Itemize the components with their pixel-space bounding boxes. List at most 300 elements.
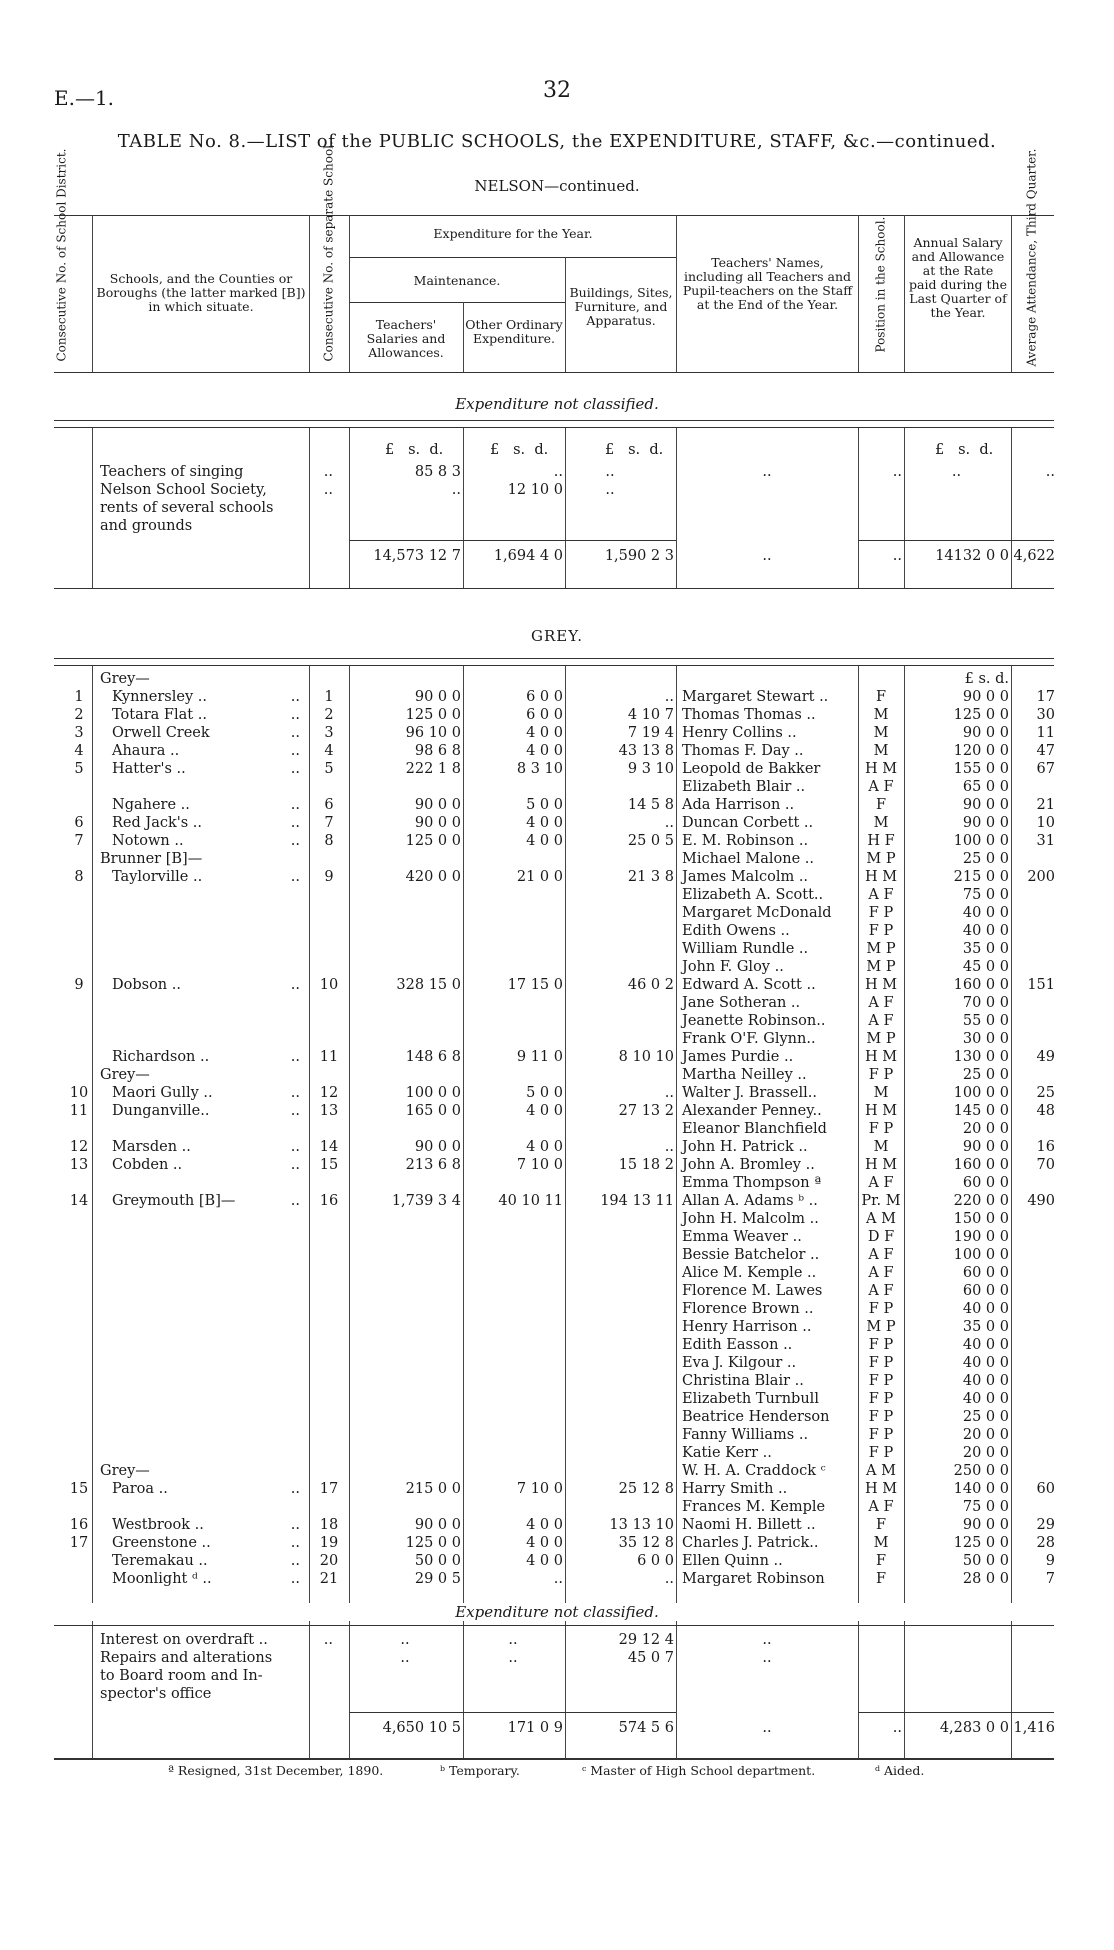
teacher-name: .. <box>762 1650 772 1666</box>
annual-salary: 40 0 0 <box>962 1373 1009 1389</box>
annual-salary: 20 0 0 <box>962 1121 1009 1137</box>
annual-salary: 120 0 0 <box>953 743 1009 759</box>
district-number: 15 <box>69 1481 89 1497</box>
school-number: 19 <box>319 1535 339 1551</box>
annual-salary: 220 0 0 <box>953 1193 1009 1209</box>
dots: .. <box>290 1193 300 1209</box>
buildings-value: .. <box>664 689 674 705</box>
school-name: Maori Gully .. <box>112 1085 213 1101</box>
grey-table-row <box>0 779 1114 796</box>
grey-table-row <box>0 1445 1114 1462</box>
grey-not-classified-label: Expenditure not classified. <box>0 1603 1114 1621</box>
district-number: 16 <box>69 1517 89 1533</box>
teacher-name: Emma Weaver .. <box>682 1229 802 1245</box>
item-name: to Board room and In- <box>100 1668 263 1684</box>
attendance: .. <box>1045 464 1055 480</box>
grey-table-row <box>0 905 1114 922</box>
annual-salary: 60 0 0 <box>962 1283 1009 1299</box>
district-number: 2 <box>74 707 84 723</box>
school-name: Ngahere .. <box>112 797 190 813</box>
grey-table-row <box>0 1049 1114 1066</box>
attendance: 200 <box>1027 869 1055 885</box>
annual-salary: 60 0 0 <box>962 1265 1009 1281</box>
school-name: Dobson .. <box>112 977 181 993</box>
attendance: 490 <box>1027 1193 1055 1209</box>
dots: .. <box>290 797 300 813</box>
col-position-header: Position in the School. <box>873 216 888 353</box>
annual-salary: 20 0 0 <box>962 1445 1009 1461</box>
grey-table-row <box>0 1355 1114 1372</box>
grey-table-row <box>0 1337 1114 1354</box>
grey-table-row <box>0 1499 1114 1516</box>
dots: .. <box>290 1049 300 1065</box>
buildings-value: 4 10 7 <box>627 707 674 723</box>
teacher-name: John A. Bromley .. <box>682 1157 815 1173</box>
teacher-name: Alice M. Kemple .. <box>682 1265 817 1281</box>
dots: .. <box>290 815 300 831</box>
dots: .. <box>290 1571 300 1587</box>
annual-salary: 35 0 0 <box>962 941 1009 957</box>
buildings-value: 9 3 10 <box>627 761 674 777</box>
annual-salary: 45 0 0 <box>962 959 1009 975</box>
other-expenditure-value: 4 0 0 <box>526 1553 563 1569</box>
grey-table-row <box>0 1139 1114 1156</box>
position: A F <box>868 1013 894 1029</box>
teacher-name: Florence M. Lawes <box>682 1283 823 1299</box>
other-expenditure-value: .. <box>553 1571 563 1587</box>
teacher-name: Frances M. Kemple <box>682 1499 826 1515</box>
grey-unclassified-row <box>0 1668 1114 1685</box>
position: M <box>873 1139 889 1155</box>
buildings-value: 14 5 8 <box>627 797 674 813</box>
currency-header: £ s. d. <box>605 442 664 458</box>
col-school-no-header: Consecutive No. of separate School. <box>321 141 336 362</box>
school-number: 20 <box>319 1553 339 1569</box>
grey-table-row <box>0 995 1114 1012</box>
grey-totals-row: 4,650 10 5 171 0 9 574 5 6 .. .. 4,283 0 0 1,416 <box>382 1720 1055 1736</box>
position: F P <box>868 1067 894 1083</box>
grey-table-row <box>0 941 1114 958</box>
school-number: 17 <box>319 1481 339 1497</box>
grey-table-row <box>0 1517 1114 1534</box>
school-number: 10 <box>319 977 339 993</box>
annual-salary: 190 0 0 <box>953 1229 1009 1245</box>
position: M <box>873 743 889 759</box>
salaries-value: 1,739 3 4 <box>391 1193 461 1209</box>
dots: .. <box>323 482 333 498</box>
district-number: 9 <box>74 977 84 993</box>
position: A M <box>866 1211 896 1227</box>
salaries-value: 125 0 0 <box>405 1535 461 1551</box>
position: A M <box>866 1463 896 1479</box>
position: A F <box>868 1247 894 1263</box>
school-name: Orwell Creek <box>112 725 210 741</box>
salaries-value: 100 0 0 <box>405 1085 461 1101</box>
dots: .. <box>290 707 300 723</box>
buildings-value: .. <box>664 1085 674 1101</box>
annual-salary: 250 0 0 <box>953 1463 1009 1479</box>
salaries-value: 29 0 5 <box>414 1571 461 1587</box>
other-expenditure-value: 5 0 0 <box>526 797 563 813</box>
attendance: 7 <box>1045 1571 1055 1587</box>
salaries-value: 222 1 8 <box>405 761 461 777</box>
buildings-value: 6 0 0 <box>637 1553 674 1569</box>
salaries-value: 98 6 8 <box>414 743 461 759</box>
nelson-row <box>0 464 1114 481</box>
grey-table-row <box>0 1229 1114 1246</box>
position: H M <box>864 977 898 993</box>
grey-table-row <box>0 1031 1114 1048</box>
grey-table-row <box>0 815 1114 832</box>
dots: .. <box>290 1517 300 1533</box>
buildings-value: .. <box>664 1571 674 1587</box>
teacher-name: Eleanor Blanchfield <box>682 1121 827 1137</box>
teacher-name: Henry Collins .. <box>682 725 797 741</box>
annual-salary: 28 0 0 <box>962 1571 1009 1587</box>
other-expenditure-value: 4 0 0 <box>526 1139 563 1155</box>
position: M <box>873 725 889 741</box>
other-expenditure-value: 4 0 0 <box>526 1517 563 1533</box>
school-number: 15 <box>319 1157 339 1173</box>
teacher-name: Naomi H. Billett .. <box>682 1517 816 1533</box>
position: M P <box>866 851 896 867</box>
table-title: TABLE No. 8.—LIST of the PUBLIC SCHOOLS, the EXPENDITURE, STAFF, &c.—continued. <box>117 131 997 152</box>
grey-table-row <box>0 1247 1114 1264</box>
school-name: Notown .. <box>112 833 184 849</box>
salaries-value: 215 0 0 <box>405 1481 461 1497</box>
position: F P <box>868 1391 894 1407</box>
school-number: 9 <box>324 869 334 885</box>
annual-salary: 30 0 0 <box>962 1031 1009 1047</box>
attendance: 29 <box>1036 1517 1055 1533</box>
grey-table-row <box>0 1535 1114 1552</box>
grey-table-row <box>0 1571 1114 1588</box>
teacher-name: .. <box>762 1632 772 1648</box>
annual-salary: 40 0 0 <box>962 923 1009 939</box>
annual-salary: 145 0 0 <box>953 1103 1009 1119</box>
buildings-value: 27 13 2 <box>618 1103 674 1119</box>
teacher-name: Florence Brown .. <box>682 1301 814 1317</box>
item-name: spector's office <box>100 1686 212 1702</box>
district-number: 5 <box>74 761 84 777</box>
position: Pr. M <box>861 1193 901 1209</box>
buildings-value: .. <box>605 464 615 480</box>
district-number: 12 <box>69 1139 89 1155</box>
footnote-d: ᵈ Aided. <box>875 1763 925 1778</box>
other-expenditure-value: 4 0 0 <box>526 1103 563 1119</box>
grey-unclassified-row <box>0 1686 1114 1703</box>
col-schools-header: Schools, and the Counties or Boroughs (the latter marked [B]) in which situate. <box>96 271 306 314</box>
school-number: 13 <box>319 1103 339 1119</box>
dots: .. <box>290 689 300 705</box>
teacher-name: Alexander Penney.. <box>682 1103 822 1119</box>
col-expenditure-header: Expenditure for the Year. <box>433 226 593 241</box>
section-subtitle: NELSON—continued. <box>474 177 640 195</box>
school-number: 16 <box>319 1193 339 1209</box>
col-buildings-header: Buildings, Sites, Furniture, and Apparatus. <box>569 285 673 328</box>
annual-salary: 100 0 0 <box>953 1247 1009 1263</box>
nelson-row <box>0 518 1114 535</box>
position: A F <box>868 995 894 1011</box>
position: H M <box>864 1049 898 1065</box>
annual-salary: 140 0 0 <box>953 1481 1009 1497</box>
attendance: 49 <box>1036 1049 1055 1065</box>
teacher-name: Allan A. Adams ᵇ .. <box>682 1193 818 1209</box>
school-number: 14 <box>319 1139 339 1155</box>
buildings-value: 8 10 10 <box>618 1049 674 1065</box>
salaries-value: 90 0 0 <box>414 1517 461 1533</box>
annual-salary: 125 0 0 <box>953 707 1009 723</box>
position: D F <box>867 1229 895 1245</box>
annual-salary: 20 0 0 <box>962 1427 1009 1443</box>
buildings-value: 15 18 2 <box>618 1157 674 1173</box>
salaries-value: 90 0 0 <box>414 1139 461 1155</box>
teacher-name: Elizabeth Blair .. <box>682 779 806 795</box>
position: F <box>875 797 887 813</box>
school-number: 11 <box>319 1049 339 1065</box>
grey-table-row <box>0 1265 1114 1282</box>
school-number: 3 <box>324 725 334 741</box>
salaries-value: 90 0 0 <box>414 815 461 831</box>
annual-salary: 60 0 0 <box>962 1175 1009 1191</box>
dots: .. <box>323 464 333 480</box>
dots: .. <box>290 725 300 741</box>
school-number: 1 <box>324 689 334 705</box>
item-name: Interest on overdraft .. <box>100 1632 268 1648</box>
salaries-value: 165 0 0 <box>405 1103 461 1119</box>
annual-salary: 155 0 0 <box>953 761 1009 777</box>
buildings-value: 45 0 7 <box>627 1650 674 1666</box>
school-name: Red Jack's .. <box>112 815 203 831</box>
district-number: 1 <box>74 689 84 705</box>
school-number: 18 <box>319 1517 339 1533</box>
district-number: 17 <box>69 1535 89 1551</box>
salaries-value: .. <box>451 482 461 498</box>
salaries-value: 328 15 0 <box>396 977 461 993</box>
other-expenditure-value: 4 0 0 <box>526 743 563 759</box>
item-name: Repairs and alterations <box>100 1650 273 1666</box>
grey-table-row <box>0 1391 1114 1408</box>
position: A F <box>868 1283 894 1299</box>
teacher-name: E. M. Robinson .. <box>682 833 809 849</box>
salaries-value: 125 0 0 <box>405 833 461 849</box>
grey-table-row <box>0 1463 1114 1480</box>
position: M P <box>866 941 896 957</box>
dots: .. <box>290 761 300 777</box>
school-name: Paroa .. <box>112 1481 168 1497</box>
grey-table-row <box>0 1013 1114 1030</box>
nelson-row <box>0 482 1114 499</box>
school-name: Teachers of singing <box>100 464 244 480</box>
annual-salary: 75 0 0 <box>962 887 1009 903</box>
other-expenditure-value: .. <box>553 464 563 480</box>
teacher-name: Edward A. Scott .. <box>682 977 816 993</box>
school-name: Greymouth [B]— <box>112 1193 236 1209</box>
district-number: 6 <box>74 815 84 831</box>
teacher-name: Elizabeth A. Scott.. <box>682 887 824 903</box>
annual-salary: 70 0 0 <box>962 995 1009 1011</box>
position: F P <box>868 1373 894 1389</box>
teacher-name: Edith Easson .. <box>682 1337 793 1353</box>
other-expenditure-value: 7 10 0 <box>516 1481 563 1497</box>
buildings-value: .. <box>605 482 615 498</box>
annual-salary: 75 0 0 <box>962 1499 1009 1515</box>
dots: .. <box>290 869 300 885</box>
teacher-name: John F. Gloy .. <box>682 959 784 975</box>
other-expenditure-value: 4 0 0 <box>526 1535 563 1551</box>
school-name: Westbrook .. <box>112 1517 204 1533</box>
grey-table-row <box>0 743 1114 760</box>
teacher-name: Thomas F. Day .. <box>682 743 804 759</box>
dots: .. <box>290 1535 300 1551</box>
grey-table-row <box>0 707 1114 724</box>
grey-table-row <box>0 977 1114 994</box>
grey-table-row <box>0 869 1114 886</box>
annual-salary: 90 0 0 <box>962 1517 1009 1533</box>
school-name: Cobden .. <box>112 1157 183 1173</box>
position: H M <box>864 869 898 885</box>
position: F P <box>868 1121 894 1137</box>
salaries-value: 213 6 8 <box>405 1157 461 1173</box>
teacher-name: .. <box>762 464 772 480</box>
teacher-name: Katie Kerr .. <box>682 1445 772 1461</box>
position: F P <box>868 1337 894 1353</box>
annual-salary: 90 0 0 <box>962 815 1009 831</box>
dots: .. <box>290 1103 300 1119</box>
buildings-value: 43 13 8 <box>618 743 674 759</box>
grey-table-row <box>0 1481 1114 1498</box>
grey-table-row <box>0 1211 1114 1228</box>
school-name: Moonlight ᵈ .. <box>112 1571 212 1587</box>
district-number: 13 <box>69 1157 89 1173</box>
teacher-name: Elizabeth Turnbull <box>682 1391 819 1407</box>
salaries-value: .. <box>400 1650 410 1666</box>
position: H M <box>864 761 898 777</box>
annual-salary: 90 0 0 <box>962 797 1009 813</box>
buildings-value: 194 13 11 <box>600 1193 674 1209</box>
buildings-value: 29 12 4 <box>618 1632 674 1648</box>
district-number: 11 <box>69 1103 89 1119</box>
attendance: 47 <box>1036 743 1055 759</box>
annual-salary: 25 0 0 <box>962 851 1009 867</box>
school-name: Nelson School Society, <box>100 482 267 498</box>
dots: .. <box>323 1632 333 1648</box>
teacher-name: Frank O'F. Glynn.. <box>682 1031 816 1047</box>
buildings-value: 46 0 2 <box>627 977 674 993</box>
position: A F <box>868 1499 894 1515</box>
school-name: Ahaura .. <box>112 743 180 759</box>
school-name: Kynnersley .. <box>112 689 207 705</box>
other-expenditure-value: .. <box>508 1650 518 1666</box>
other-expenditure-value: 7 10 0 <box>516 1157 563 1173</box>
attendance: 11 <box>1036 725 1055 741</box>
grey-table-row <box>0 689 1114 706</box>
grey-table-row <box>0 851 1114 868</box>
attendance: 17 <box>1036 689 1055 705</box>
buildings-value: 7 19 4 <box>627 725 674 741</box>
annual-salary: 40 0 0 <box>962 1337 1009 1353</box>
position: F <box>875 689 887 705</box>
attendance: 48 <box>1036 1103 1055 1119</box>
other-expenditure-value: 5 0 0 <box>526 1085 563 1101</box>
footnote-b: ᵇ Temporary. <box>440 1763 520 1778</box>
grey-unclassified-row <box>0 1632 1114 1649</box>
school-number: 7 <box>324 815 334 831</box>
salaries-value: 90 0 0 <box>414 689 461 705</box>
position: F P <box>868 1409 894 1425</box>
buildings-value: 25 0 5 <box>627 833 674 849</box>
grey-table-row <box>0 833 1114 850</box>
teacher-name: Walter J. Brassell.. <box>682 1085 817 1101</box>
annual-salary: 65 0 0 <box>962 779 1009 795</box>
dots: .. <box>290 977 300 993</box>
annual-salary: 40 0 0 <box>962 905 1009 921</box>
position: H F <box>867 833 895 849</box>
attendance: 9 <box>1045 1553 1055 1569</box>
other-expenditure-value: 9 11 0 <box>516 1049 563 1065</box>
teacher-name: Michael Malone .. <box>682 851 815 867</box>
dots: .. <box>290 1085 300 1101</box>
nelson-totals-row: 14,573 12 7 1,694 4 0 1,590 2 3 .. .. 14132 0 0 4,622 <box>373 548 1055 564</box>
district-number: 3 <box>74 725 84 741</box>
dots: .. <box>290 1481 300 1497</box>
other-expenditure-value: 17 15 0 <box>507 977 563 993</box>
teacher-name: Harry Smith .. <box>682 1481 788 1497</box>
school-name: and grounds <box>100 518 193 534</box>
salaries-value: 125 0 0 <box>405 707 461 723</box>
school-name: Taylorville .. <box>112 869 203 885</box>
grey-table-row <box>0 797 1114 814</box>
grey-table-row <box>0 1427 1114 1444</box>
dots: .. <box>290 743 300 759</box>
teacher-name: W. H. A. Craddock ᶜ <box>682 1463 826 1479</box>
attendance: 151 <box>1027 977 1055 993</box>
teacher-name: Christina Blair .. <box>682 1373 804 1389</box>
school-number: 12 <box>319 1085 339 1101</box>
attendance: 28 <box>1036 1535 1055 1551</box>
school-name: Teremakau .. <box>112 1553 208 1569</box>
position: F P <box>868 923 894 939</box>
annual-salary: 40 0 0 <box>962 1301 1009 1317</box>
position: H M <box>864 1103 898 1119</box>
annual-salary: 150 0 0 <box>953 1211 1009 1227</box>
annual-salary: £ s. d. <box>964 671 1009 687</box>
position: A F <box>868 887 894 903</box>
buildings-value: .. <box>664 1139 674 1155</box>
dots: .. <box>290 1157 300 1173</box>
buildings-value: .. <box>664 815 674 831</box>
buildings-value: 25 12 8 <box>618 1481 674 1497</box>
teacher-name: William Rundle .. <box>682 941 809 957</box>
position: H M <box>864 1157 898 1173</box>
annual-salary: 160 0 0 <box>953 1157 1009 1173</box>
annual-salary: 160 0 0 <box>953 977 1009 993</box>
annual-salary: 40 0 0 <box>962 1355 1009 1371</box>
position: F P <box>868 1355 894 1371</box>
school-name: Grey— <box>100 1463 150 1479</box>
salaries-value: .. <box>400 1632 410 1648</box>
position: M P <box>866 959 896 975</box>
salaries-value: 50 0 0 <box>414 1553 461 1569</box>
annual-salary: 100 0 0 <box>953 1085 1009 1101</box>
position: .. <box>892 464 902 480</box>
annual-salary: 90 0 0 <box>962 689 1009 705</box>
nelson-row <box>0 500 1114 517</box>
district-number: 14 <box>69 1193 89 1209</box>
currency-header: £ s. d. <box>385 442 444 458</box>
position: M <box>873 1535 889 1551</box>
grey-table-row <box>0 1175 1114 1192</box>
